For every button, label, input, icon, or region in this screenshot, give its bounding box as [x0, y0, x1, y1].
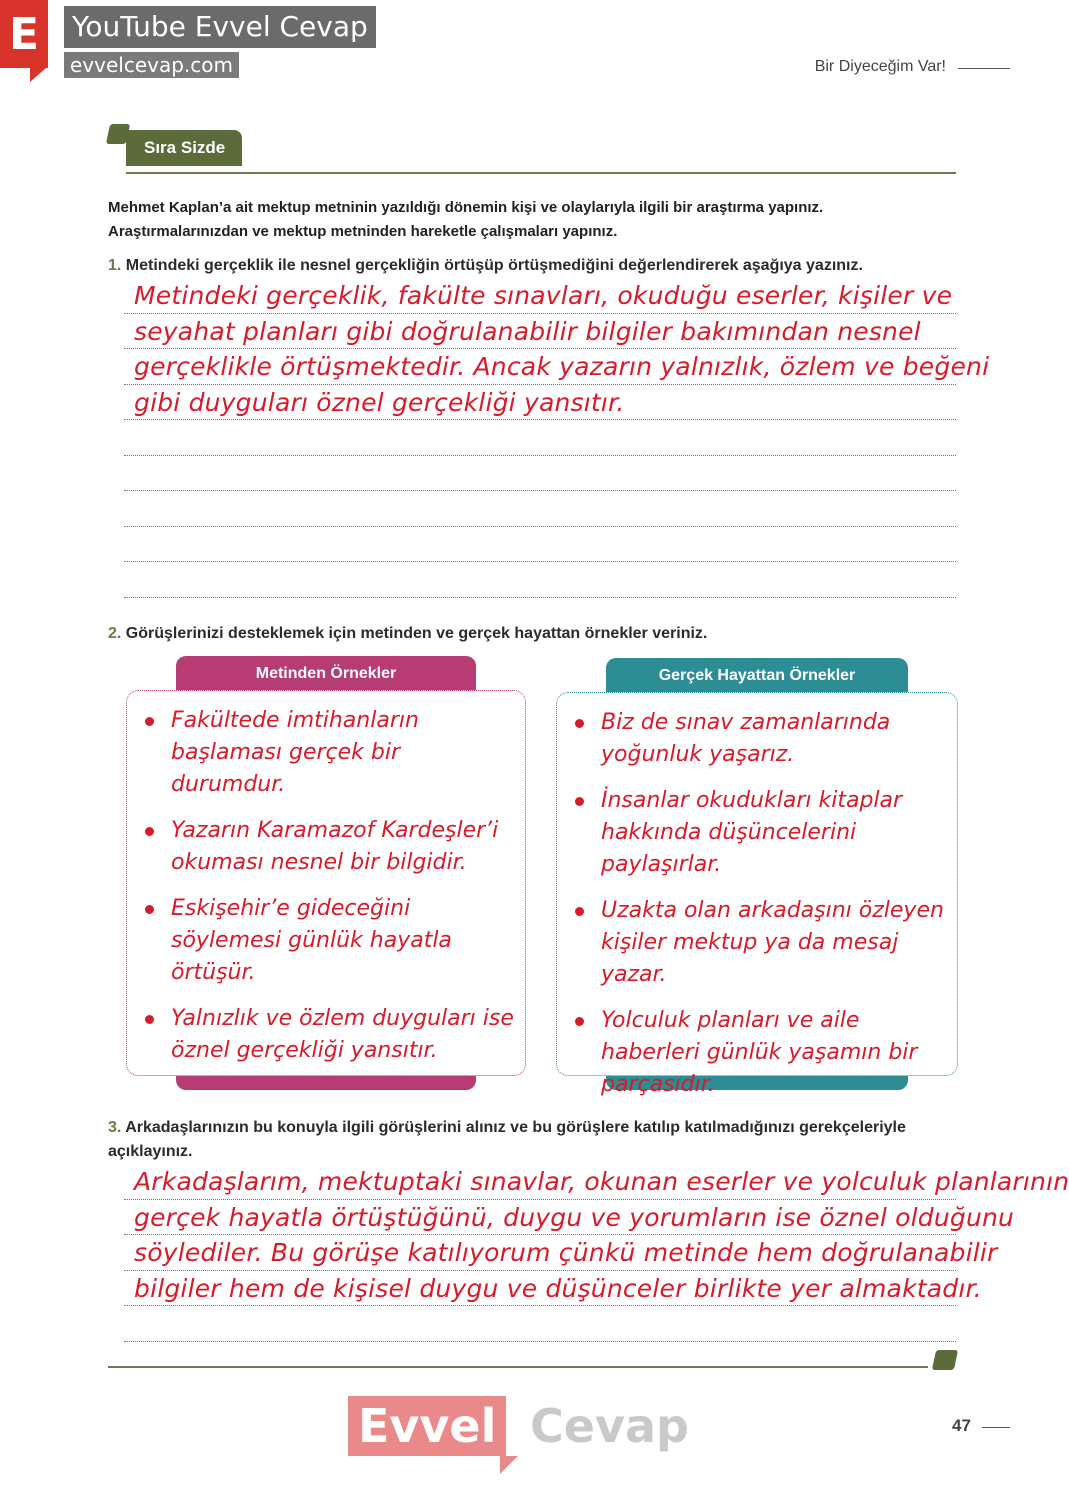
answer-line: bilgiler hem de kişisel duygu ve düşünceler birlikte yer almaktadır.	[124, 1271, 956, 1307]
answer-line: Arkadaşlarım, mektuptaki sınavlar, okunan eserler ve yolculuk planlarının	[124, 1164, 956, 1200]
list-item: Fakültede imtihanların başlaması gerçek bir durumdur.	[141, 705, 515, 801]
question-number: 1.	[108, 257, 122, 274]
page-number-rule	[982, 1427, 1010, 1428]
page-number: 47	[952, 1416, 971, 1435]
box-examples-from-life	[556, 692, 958, 1097]
box-left-title: Metinden Örnekler	[176, 656, 476, 692]
footer-brand-logo: Evvel	[348, 1396, 506, 1456]
answer-line	[124, 527, 956, 563]
question-text: Metindeki gerçeklik ile nesnel gerçekliğin örtüşüp örtüşmediğini değerlendirerek aşağıya yazınız.	[125, 257, 863, 274]
section-rule	[126, 172, 956, 174]
question-number: 2.	[108, 625, 122, 642]
answer-line	[124, 562, 956, 598]
bottom-accent-icon	[932, 1350, 958, 1370]
answer-line: seyahat planları gibi doğrulanabilir bilgiler bakımından nesnel	[124, 314, 956, 350]
answer-line: söylediler. Bu görüşe katılıyorum çünkü metinde hem doğrulanabilir	[124, 1235, 956, 1271]
section-tag: Sıra Sizde	[126, 130, 242, 166]
question-number: 3.	[108, 1119, 122, 1136]
running-title-rule	[958, 68, 1010, 69]
channel-url[interactable]: evvelcevap.com	[64, 52, 239, 78]
box-right-title: Gerçek Hayattan Örnekler	[606, 658, 908, 694]
question-1	[108, 254, 958, 278]
list-item: Yolculuk planları ve aile haberleri günlük yaşamın bir parçasıdır.	[571, 1005, 947, 1101]
answer-area-3[interactable]	[124, 1164, 1069, 1342]
answer-line	[124, 1306, 956, 1342]
channel-title: YouTube Evvel Cevap	[64, 6, 376, 48]
list-item: Uzakta olan arkadaşını özleyen kişiler mektup ya da mesaj yazar.	[571, 895, 947, 991]
answer-line: gerçeklikle örtüşmektedir. Ancak yazarın yalnızlık, özlem ve beğeni	[124, 349, 956, 385]
running-title: Bir Diyeceğim Var!	[814, 58, 946, 75]
evvel-logo-icon: E	[0, 0, 48, 68]
answer-line	[124, 420, 956, 456]
list-item: Eskişehir’e gideceğini söylemesi günlük hayatla örtüşür.	[141, 893, 515, 989]
answer-line: gerçek hayatla örtüştüğünü, duygu ve yorumların ise öznel olduğunu	[124, 1200, 956, 1236]
answer-area-1[interactable]	[124, 278, 990, 598]
answer-line	[124, 491, 956, 527]
box-examples-from-text	[126, 690, 526, 1076]
answer-line: Metindeki gerçeklik, fakülte sınavları, okuduğu eserler, kişiler ve	[124, 278, 956, 314]
question-text: Arkadaşlarınızın bu konuyla ilgili görüşlerini alınız ve bu görüşlere katılıp katılmadığınızı gerekçeleriyle açıklayınız.	[108, 1119, 906, 1160]
footer-brand-text: Cevap	[530, 1399, 689, 1453]
question-2	[108, 622, 958, 646]
question-3	[108, 1116, 958, 1164]
list-item: İnsanlar okudukları kitaplar hakkında düşüncelerini paylaşırlar.	[571, 785, 947, 881]
list-item: Yalnızlık ve özlem duyguları ise öznel gerçekliği yansıtır.	[141, 1003, 515, 1067]
list-item: Yazarın Karamazof Kardeşler’i okuması nesnel bir bilgidir.	[141, 815, 515, 879]
answer-line	[124, 456, 956, 492]
list-item: Biz de sınav zamanlarında yoğunluk yaşarız.	[571, 707, 947, 771]
bottom-rule	[108, 1366, 928, 1368]
question-text: Görüşlerinizi desteklemek için metinden ve gerçek hayattan örnekler veriniz.	[125, 625, 708, 642]
section-intro: Mehmet Kaplan’a ait mektup metninin yazıldığı dönemin kişi ve olaylarıyla ilgili bir araştırma yapınız. Araştırmalarınızdan ve mektup metninden hareketle çalışmaları yapınız.	[108, 199, 824, 240]
answer-line: gibi duyguları öznel gerçekliği yansıtır.	[124, 385, 956, 421]
